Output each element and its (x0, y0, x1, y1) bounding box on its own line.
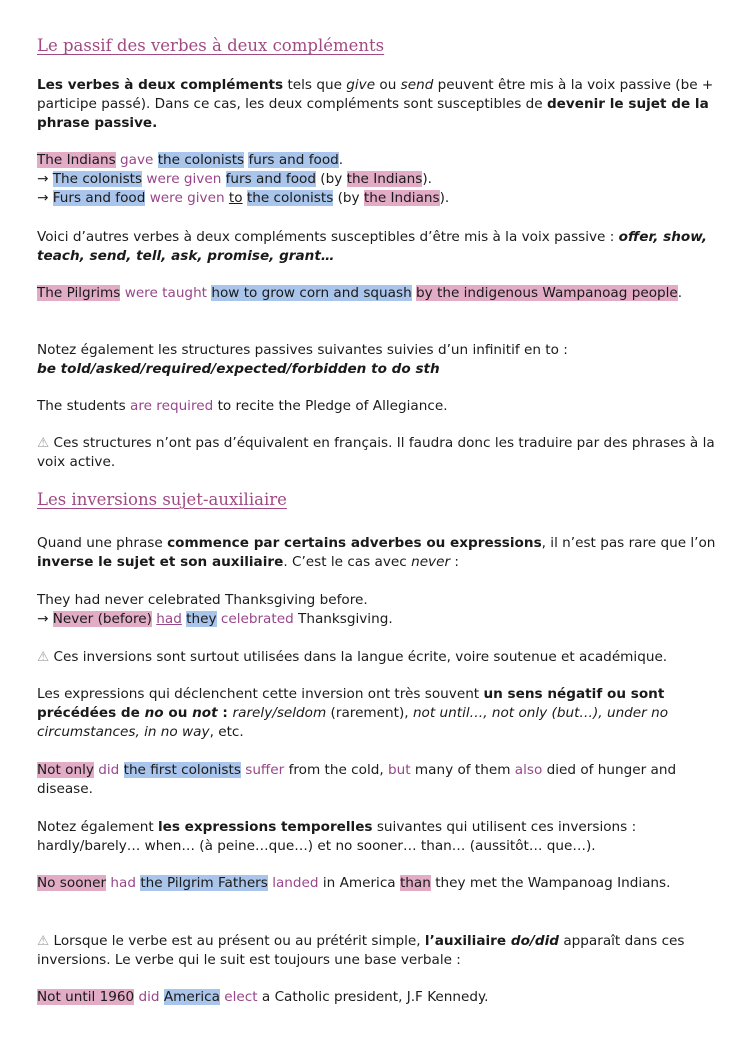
text: died of hunger and disease. (37, 762, 677, 797)
italic-text: rarely/seldom (232, 705, 327, 721)
space (119, 762, 123, 778)
bold-text: l’auxiliaire (424, 933, 511, 949)
expressions-paragraph (37, 685, 723, 742)
text: , etc. (209, 724, 244, 740)
example-students (37, 397, 723, 416)
text: Notez également les structures passives suivantes suivies d’un infinitif en to : (37, 342, 568, 358)
verb-text: gave (120, 152, 154, 168)
punct: . (338, 152, 344, 168)
subject-highlight: they (186, 611, 217, 627)
warning-icon: ⚠ (37, 435, 50, 451)
bold-text: inverse le sujet et son auxiliaire (37, 554, 284, 570)
auxiliary-text: had (156, 611, 182, 627)
adverb-highlight: Not until 1960 (37, 989, 135, 1005)
bold-text: les expressions temporelles (157, 819, 373, 835)
arrow: → (37, 611, 53, 627)
agent-highlight: the Indians (363, 190, 440, 206)
intro-bold: Les verbes à deux compléments (37, 77, 284, 93)
text: from the cold, (284, 762, 389, 778)
subject-highlight: America (163, 989, 220, 1005)
example-pilgrims (37, 284, 723, 303)
underlined-to: to (228, 190, 243, 206)
verb-text: elect (224, 989, 258, 1005)
bold-italic-not: not (192, 705, 218, 721)
example-line (37, 170, 723, 189)
auxiliary-text: did (98, 762, 120, 778)
punct: ). (422, 171, 432, 187)
complement-highlight: how to grow corn and squash (211, 285, 412, 301)
text: Ces inversions sont surtout utilisées dans la langue écrite, voire soutenue et académique. (49, 649, 668, 665)
bold-text: : (217, 705, 233, 721)
arrow: → (37, 190, 53, 206)
inversion-intro-paragraph (37, 534, 723, 572)
complement-highlight: the colonists (246, 190, 334, 206)
verb-text: but (388, 762, 411, 778)
subject-highlight: The colonists (52, 171, 143, 187)
text: Quand une phrase (37, 535, 168, 551)
intro-text: tels que (283, 77, 347, 93)
text: suivantes qui utilisent ces inversions : hardly/barely… when… (à peine…que…) et no sooner… than… (aussitôt… que…). (37, 819, 637, 854)
structures-list: be told/asked/required/expected/forbidden to do sth (37, 361, 440, 377)
verb-text: were given (149, 190, 225, 206)
warning-paragraph (37, 648, 723, 667)
text: : (450, 554, 459, 570)
example-line (37, 151, 723, 170)
section-title-inversions: Les inversions sujet-auxiliaire (37, 490, 287, 509)
intro-text: peuvent être mis à la voix passive (be + participe passé). Dans ce cas, les deux compléments sont susceptibles de (37, 77, 714, 112)
example-not-only (37, 761, 723, 799)
text: They had never celebrated Thanksgiving before. (37, 592, 368, 608)
text: many of them (410, 762, 515, 778)
text: in America (318, 875, 400, 891)
verb-text: were taught (124, 285, 208, 301)
than-highlight: than (399, 875, 431, 891)
text: apparaît dans ces inversions. Le verbe qui le suit est toujours une base verbale : (37, 933, 685, 968)
verb-text: were given (146, 171, 222, 187)
punct: ). (439, 190, 450, 206)
example-line (37, 189, 723, 208)
bold-text: un sens négatif ou sont précédées de (37, 686, 665, 721)
verbs-list: offer, show, teach, send, tell, ask, promise, grant… (37, 229, 708, 264)
intro-bold-end: devenir le sujet de la phrase passive. (37, 96, 709, 131)
intro-text: ou (375, 77, 401, 93)
example-thanksgiving (37, 591, 723, 629)
agent-highlight: by the indigenous Wampanoag people (416, 285, 678, 301)
intro-give: give (346, 77, 376, 93)
text: Les expressions qui déclenchent cette inversion ont très souvent (37, 686, 484, 702)
text: (rarement), (326, 705, 413, 721)
bold-text: ou (163, 705, 193, 721)
subject-highlight: Furs and food (52, 190, 146, 206)
subject-highlight: the first colonists (123, 762, 241, 778)
text: , il n’est pas rare que l’on (541, 535, 716, 551)
warning-icon: ⚠ (37, 933, 50, 949)
auxiliary-text: had (110, 875, 136, 891)
bold-italic-no: no (144, 705, 164, 721)
punct: . (677, 285, 683, 301)
passive-intro-paragraph (37, 76, 723, 133)
text: they met the Wampanoag Indians. (430, 875, 671, 891)
complement-highlight: furs and food (248, 152, 339, 168)
subject-highlight: the Pilgrim Fathers (140, 875, 268, 891)
complement-highlight: the colonists (157, 152, 245, 168)
verb-text: also (514, 762, 543, 778)
subject-highlight: The Indians (37, 152, 116, 168)
text: Lorsque le verbe est au présent ou au prétérit simple, (49, 933, 425, 949)
text: . C’est le cas avec (283, 554, 412, 570)
text: Ces structures n’ont pas d’équivalent en français. Il faudra donc les traduire par des phrases à la voix active. (37, 435, 715, 470)
example-no-sooner (37, 874, 723, 893)
verb-text: celebrated (220, 611, 294, 627)
intro-send: send (400, 77, 434, 93)
warning-icon: ⚠ (37, 649, 50, 665)
warning-paragraph (37, 932, 723, 970)
other-verbs-paragraph (37, 228, 723, 266)
text: (by (333, 190, 364, 206)
warning-paragraph (37, 434, 723, 472)
example-not-until (37, 988, 723, 1007)
verb-text: suffer (245, 762, 285, 778)
adverb-highlight: No sooner (37, 875, 107, 891)
verb-text: landed (272, 875, 319, 891)
agent-highlight: the Indians (346, 171, 423, 187)
text: Voici d’autres verbes à deux compléments susceptibles d’être mis à la voix passive : (37, 229, 619, 245)
italic-text: not until…, not only (but…), under no circumstances, in no way (37, 705, 669, 740)
bold-text: commence par certains adverbes ou expressions (167, 535, 542, 551)
section-title-passive: Le passif des verbes à deux compléments (37, 36, 385, 55)
bold-italic-do-did: do/did (510, 933, 559, 949)
auxiliary-text: did (138, 989, 160, 1005)
subject-highlight: The Pilgrims (37, 285, 121, 301)
verb-text: are required (129, 398, 214, 414)
space (221, 171, 225, 187)
italic-never: never (411, 554, 451, 570)
arrow: → (37, 171, 53, 187)
text: to recite the Pledge of Allegiance. (213, 398, 448, 414)
text: Notez également (37, 819, 158, 835)
adverb-highlight: Never (before) (52, 611, 152, 627)
infinitive-note (37, 341, 723, 379)
temporal-expressions-paragraph (37, 818, 723, 856)
adverb-highlight: Not only (37, 762, 94, 778)
text: a Catholic president, J.F Kennedy. (257, 989, 489, 1005)
text: The students (37, 398, 130, 414)
complement-highlight: furs and food (225, 171, 316, 187)
text: Thanksgiving. (293, 611, 393, 627)
text: (by (315, 171, 347, 187)
